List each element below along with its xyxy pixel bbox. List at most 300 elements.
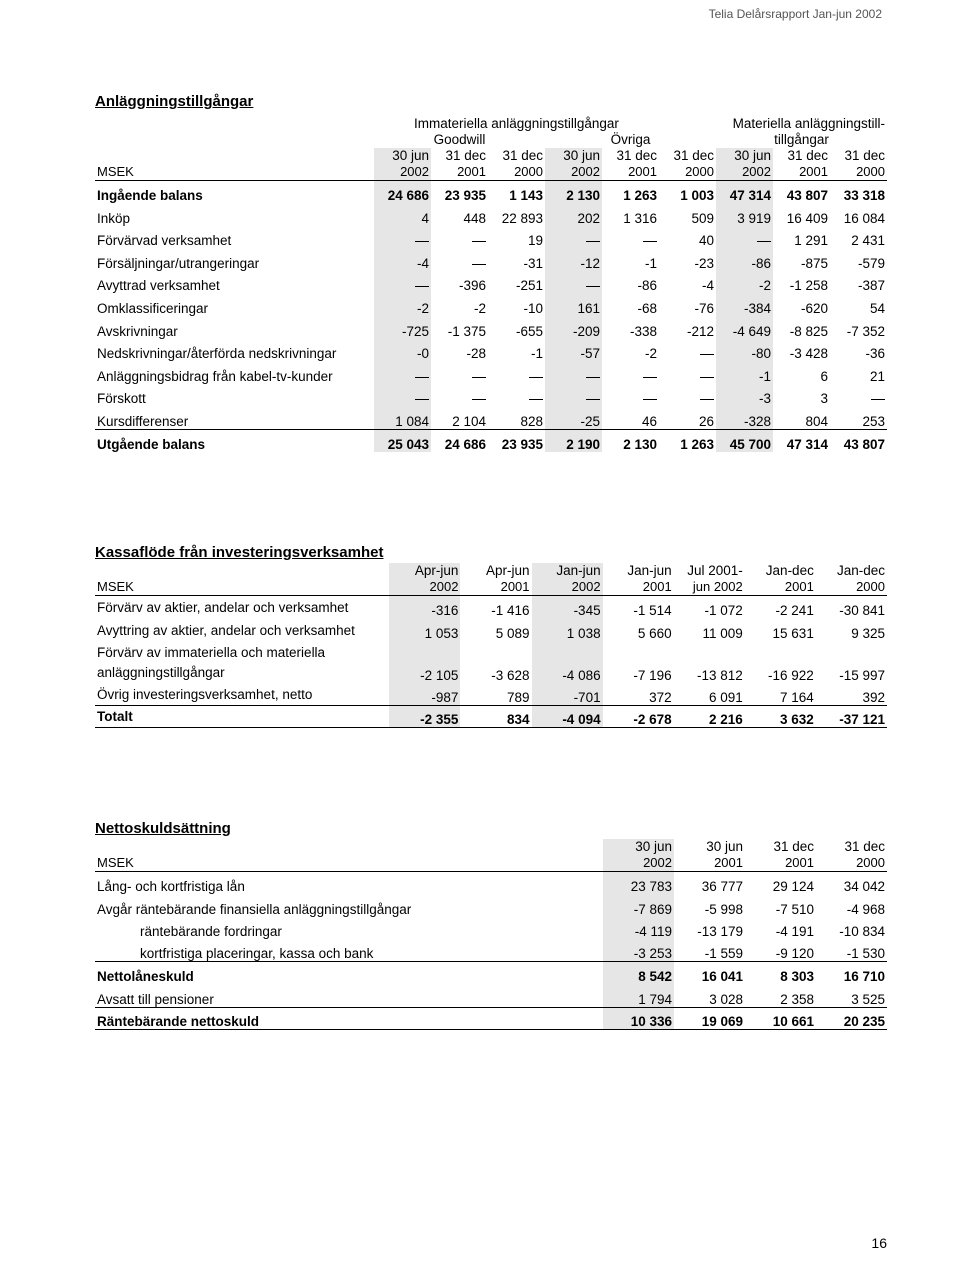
dash-mark <box>586 399 600 400</box>
column-header: 2001 <box>602 164 659 181</box>
subgroup-goodwill: Goodwill <box>433 132 486 147</box>
value-cell: 509 <box>691 210 714 226</box>
column-header: 2001 <box>674 855 745 872</box>
value-cell: -1 514 <box>633 603 672 619</box>
value-cell: -15 997 <box>839 667 885 683</box>
row-label: Ingående balans <box>97 188 203 204</box>
value-cell: -37 121 <box>816 705 887 728</box>
row-label: Utgående balans <box>95 429 374 452</box>
value-cell: -10 <box>523 301 543 317</box>
value-cell: 1 038 <box>532 618 603 641</box>
value-cell <box>545 361 602 384</box>
value-cell <box>659 384 716 407</box>
column-header: 2001 <box>773 164 830 181</box>
dash-mark <box>472 377 486 378</box>
value-cell: 8 303 <box>745 962 816 985</box>
dash-mark <box>757 241 771 242</box>
value-cell: 10 336 <box>603 1007 674 1030</box>
value-cell: -7 510 <box>775 901 814 917</box>
value-cell: -9 120 <box>775 946 814 962</box>
value-cell: 3 525 <box>851 991 885 1007</box>
table-row <box>95 641 887 683</box>
value-cell: 10 661 <box>745 1007 816 1030</box>
table-row <box>95 683 887 706</box>
value-cell: -86 <box>716 248 773 271</box>
value-cell: 392 <box>862 689 885 705</box>
table-row <box>95 339 887 362</box>
value-cell: 1 084 <box>374 406 431 429</box>
value-cell: -4 649 <box>716 316 773 339</box>
column-header: 2001 <box>460 579 531 596</box>
value-cell: -30 841 <box>839 603 885 619</box>
column-header: 31 dec <box>844 839 885 854</box>
column-header: 2002 <box>532 579 603 596</box>
dash-mark <box>529 399 543 400</box>
table-row <box>95 384 887 407</box>
value-cell: -345 <box>532 596 603 619</box>
value-cell: 2 216 <box>674 705 745 728</box>
value-cell <box>602 384 659 407</box>
value-cell: -1 416 <box>491 603 530 619</box>
value-cell: 7 164 <box>780 689 814 705</box>
value-cell: 1 794 <box>603 984 674 1007</box>
dash-mark <box>871 399 885 400</box>
value-cell: -3 628 <box>491 667 530 683</box>
value-cell: 54 <box>869 301 885 317</box>
table-row <box>95 962 887 985</box>
value-cell: 16 084 <box>843 210 885 226</box>
column-header: Jan-dec <box>765 563 814 578</box>
value-cell: 16 041 <box>674 962 745 985</box>
column-header: 2002 <box>716 164 773 181</box>
table-row <box>95 894 887 917</box>
value-cell: -2 678 <box>603 705 674 728</box>
value-cell: -1 258 <box>789 278 828 294</box>
value-cell: -212 <box>686 323 714 339</box>
row-label: Totalt <box>95 705 389 728</box>
column-header: 31 dec <box>844 148 885 163</box>
value-cell: 25 043 <box>374 429 431 452</box>
fixed-assets-table <box>95 116 887 452</box>
value-cell: 2 130 <box>545 181 602 204</box>
value-cell <box>431 384 488 407</box>
value-cell: 6 091 <box>708 689 743 705</box>
value-cell: 5 660 <box>637 625 672 641</box>
value-cell: 47 314 <box>773 429 830 452</box>
dash-mark <box>472 399 486 400</box>
value-cell: 15 631 <box>772 625 814 641</box>
column-header: 2000 <box>816 579 887 596</box>
value-cell <box>659 339 716 362</box>
column-header: 31 dec <box>616 148 657 163</box>
table-row <box>95 984 887 1007</box>
column-header: 30 jun <box>603 839 674 855</box>
value-cell <box>659 361 716 384</box>
value-cell: -4 <box>701 278 714 294</box>
value-cell: 1 263 <box>659 429 716 452</box>
column-header: 31 dec <box>673 148 714 163</box>
value-cell: -338 <box>629 323 657 339</box>
value-cell: -328 <box>716 406 773 429</box>
dash-mark <box>529 377 543 378</box>
table-row <box>95 1007 887 1030</box>
dash-mark <box>472 241 486 242</box>
value-cell: 6 <box>820 368 828 384</box>
column-header: 31 dec <box>787 148 828 163</box>
section-anlaggningstillgangar <box>95 93 887 452</box>
value-cell: 4 <box>374 203 431 226</box>
value-cell <box>830 384 887 407</box>
value-cell: -31 <box>523 255 543 271</box>
value-cell <box>545 271 602 294</box>
value-cell: -2 <box>473 301 486 317</box>
value-cell: 43 807 <box>786 188 828 204</box>
column-header: 2002 <box>603 855 674 872</box>
row-label: Avyttring av aktier, andelar och verksamhet <box>97 622 355 638</box>
value-cell: 1 316 <box>623 210 657 226</box>
value-cell: 253 <box>862 413 885 429</box>
report-header-title: Telia Delårsrapport Jan-jun 2002 <box>708 7 882 21</box>
column-header: 2001 <box>603 579 674 596</box>
value-cell <box>488 361 545 384</box>
value-cell: 36 777 <box>701 879 743 895</box>
value-cell: -2 105 <box>389 641 460 683</box>
value-cell: -384 <box>716 293 773 316</box>
value-cell: 23 935 <box>488 429 545 452</box>
column-header: jun 2002 <box>674 579 745 596</box>
row-label: Anläggningsbidrag från kabel-tv-kunder <box>97 368 333 384</box>
dash-mark <box>472 264 486 265</box>
value-cell: -620 <box>800 301 828 317</box>
value-cell: -23 <box>694 255 714 271</box>
table-row <box>95 917 887 940</box>
value-cell <box>545 226 602 249</box>
value-cell: 2 358 <box>780 991 814 1007</box>
value-cell: -68 <box>637 301 657 317</box>
value-cell: -4 968 <box>846 901 885 917</box>
row-label: Försäljningar/utrangeringar <box>97 255 260 271</box>
value-cell: -1 072 <box>704 603 743 619</box>
group-label-tangible-2: tillgångar <box>774 132 829 147</box>
column-header: 2000 <box>816 855 887 872</box>
value-cell: -80 <box>716 339 773 362</box>
page-number: 16 <box>871 1235 887 1251</box>
column-header: 31 dec <box>773 839 814 854</box>
dash-mark <box>586 241 600 242</box>
column-header: 2001 <box>745 579 816 596</box>
dash-mark <box>700 354 714 355</box>
value-cell: -13 812 <box>696 667 743 683</box>
dash-mark <box>700 399 714 400</box>
value-cell: -3 <box>716 384 773 407</box>
table-row <box>95 226 887 249</box>
value-cell: 161 <box>545 293 602 316</box>
value-cell: 24 686 <box>431 429 488 452</box>
row-label: Förvärv av aktier, andelar och verksamhet <box>97 600 349 616</box>
value-cell: 1 003 <box>680 188 714 204</box>
value-cell: 16 710 <box>816 962 887 985</box>
value-cell: -2 241 <box>775 603 814 619</box>
value-cell: 3 632 <box>745 705 816 728</box>
value-cell <box>716 226 773 249</box>
dash-mark <box>415 241 429 242</box>
table-row <box>95 429 887 452</box>
value-cell <box>374 361 431 384</box>
dash-mark <box>643 241 657 242</box>
value-cell: -655 <box>515 323 543 339</box>
value-cell: -57 <box>545 339 602 362</box>
row-label: Avsatt till pensioner <box>97 991 214 1007</box>
value-cell: 448 <box>463 210 486 226</box>
column-header: 31 dec <box>502 148 543 163</box>
table-row <box>95 872 887 895</box>
value-cell: -3 428 <box>789 346 828 362</box>
value-cell: -209 <box>545 316 602 339</box>
dash-mark <box>700 377 714 378</box>
unit-label: MSEK <box>95 855 603 872</box>
row-label: Omklassificeringar <box>97 301 209 317</box>
value-cell: -2 355 <box>389 705 460 728</box>
section-title: Nettoskuldsättning <box>95 820 231 837</box>
group-label-intangible: Immateriella anläggningstillgångar <box>414 116 619 131</box>
column-header: 30 jun <box>545 148 602 164</box>
column-header: 2001 <box>745 855 816 872</box>
value-cell <box>431 248 488 271</box>
value-cell: -1 <box>716 361 773 384</box>
dash-mark <box>415 377 429 378</box>
row-label: Förskott <box>97 391 146 407</box>
value-cell: 3 919 <box>716 203 773 226</box>
value-cell <box>374 271 431 294</box>
value-cell: 21 <box>869 368 885 384</box>
value-cell: 16 409 <box>786 210 828 226</box>
value-cell: -12 <box>545 248 602 271</box>
column-header: Jan-jun <box>627 563 672 578</box>
value-cell: -10 834 <box>839 924 885 940</box>
row-label: Kursdifferenser <box>97 413 189 429</box>
row-label: räntebärande fordringar <box>140 924 282 940</box>
row-label: Förvärvad verksamhet <box>97 233 232 249</box>
value-cell: -2 <box>716 271 773 294</box>
value-cell: -36 <box>865 346 885 362</box>
column-header: 2002 <box>389 579 460 596</box>
row-label: Övrig investeringsverksamhet, netto <box>97 686 313 702</box>
table-row <box>95 361 887 384</box>
value-cell: -8 825 <box>789 323 828 339</box>
value-cell: -251 <box>515 278 543 294</box>
dash-mark <box>643 377 657 378</box>
value-cell: -7 196 <box>633 667 672 683</box>
dash-mark <box>586 377 600 378</box>
table-row <box>95 293 887 316</box>
value-cell: 3 <box>820 391 828 407</box>
value-cell: 9 325 <box>851 625 885 641</box>
value-cell: -4 191 <box>775 924 814 940</box>
value-cell: -396 <box>458 278 486 294</box>
table-row <box>95 705 887 728</box>
value-cell: 804 <box>805 413 828 429</box>
column-header: 30 jun <box>374 148 431 164</box>
column-header: Apr-jun <box>389 563 460 579</box>
dash-mark <box>415 399 429 400</box>
dash-mark <box>643 399 657 400</box>
value-cell: 2 431 <box>851 233 885 249</box>
value-cell: 23 783 <box>603 872 674 895</box>
column-header: Apr-jun <box>485 563 530 578</box>
row-label: Nettolåneskuld <box>95 962 603 985</box>
table-row <box>95 618 887 641</box>
table-row <box>95 596 887 619</box>
value-cell: -5 998 <box>704 901 743 917</box>
value-cell <box>545 384 602 407</box>
value-cell: 1 263 <box>623 188 657 204</box>
row-label: Lång- och kortfristiga lån <box>97 879 245 895</box>
net-debt-table <box>95 839 887 1030</box>
value-cell: -2 <box>644 346 657 362</box>
value-cell: 19 <box>527 233 543 249</box>
section-title: Anläggningstillgångar <box>95 93 254 110</box>
dash-mark <box>415 286 429 287</box>
value-cell: 2 190 <box>545 429 602 452</box>
section-kassaflode <box>95 544 887 728</box>
value-cell: -2 <box>374 293 431 316</box>
value-cell: -28 <box>466 346 486 362</box>
value-cell: 828 <box>520 413 543 429</box>
value-cell: 2 104 <box>452 413 486 429</box>
column-header: 30 jun <box>706 839 743 854</box>
value-cell: 40 <box>698 233 714 249</box>
value-cell: -86 <box>637 278 657 294</box>
value-cell: 202 <box>545 203 602 226</box>
table-row <box>95 248 887 271</box>
table-row <box>95 939 887 962</box>
value-cell: 22 893 <box>501 210 543 226</box>
value-cell: -76 <box>694 301 714 317</box>
column-header: 31 dec <box>445 148 486 163</box>
column-header: 30 jun <box>716 148 773 164</box>
value-cell: 33 318 <box>843 188 885 204</box>
value-cell: -387 <box>857 278 885 294</box>
value-cell <box>488 384 545 407</box>
row-label: Avyttrad verksamhet <box>97 278 220 294</box>
table-row <box>95 316 887 339</box>
value-cell: -1 <box>644 255 657 271</box>
value-cell: -579 <box>857 255 885 271</box>
value-cell: -1 <box>530 346 543 362</box>
value-cell: 29 124 <box>772 879 814 895</box>
column-header: 2000 <box>488 164 545 181</box>
value-cell: 24 686 <box>374 181 431 204</box>
investment-cashflow-table <box>95 563 887 728</box>
column-header: 2001 <box>431 164 488 181</box>
unit-label: MSEK <box>95 164 374 181</box>
value-cell: 789 <box>506 689 530 705</box>
value-cell: -725 <box>374 316 431 339</box>
value-cell: -316 <box>389 596 460 619</box>
value-cell: 45 700 <box>716 429 773 452</box>
value-cell <box>602 361 659 384</box>
value-cell <box>374 384 431 407</box>
value-cell: -7 352 <box>846 323 885 339</box>
value-cell: -16 922 <box>768 667 814 683</box>
row-label: kortfristiga placeringar, kassa och bank <box>140 946 374 962</box>
value-cell <box>431 361 488 384</box>
value-cell: -13 179 <box>697 924 743 940</box>
value-cell: -0 <box>374 339 431 362</box>
value-cell: 1 291 <box>794 233 828 249</box>
column-header: 2002 <box>374 164 431 181</box>
value-cell: 19 069 <box>674 1007 745 1030</box>
value-cell: 46 <box>641 413 657 429</box>
value-cell: -1 530 <box>846 946 885 962</box>
value-cell: 47 314 <box>716 181 773 204</box>
row-label: Avgår räntebärande finansiella anläggningstillgångar <box>97 901 412 917</box>
column-header: 2000 <box>659 164 716 181</box>
column-header: 2000 <box>830 164 887 181</box>
table-row <box>95 181 887 204</box>
value-cell: 2 130 <box>602 429 659 452</box>
value-cell: 43 807 <box>830 429 887 452</box>
value-cell <box>431 226 488 249</box>
group-label-tangible: Materiella anläggningstill- <box>732 116 885 131</box>
subgroup-ovriga: Övriga <box>610 132 651 147</box>
value-cell: 20 235 <box>816 1007 887 1030</box>
row-label: Nedskrivningar/återförda nedskrivningar <box>97 346 337 362</box>
row-label: Avskrivningar <box>97 323 178 339</box>
value-cell: 1 143 <box>509 188 543 204</box>
value-cell: 34 042 <box>843 879 885 895</box>
table-row <box>95 406 887 429</box>
value-cell: 1 053 <box>389 618 460 641</box>
value-cell: 11 009 <box>702 625 743 641</box>
row-label: Förvärv av immateriella och materiella anläggningstillgångar <box>97 644 326 680</box>
value-cell: -3 253 <box>603 939 674 962</box>
value-cell: -7 869 <box>603 894 674 917</box>
value-cell: -1 559 <box>704 946 743 962</box>
value-cell: -25 <box>545 406 602 429</box>
value-cell: -4 119 <box>603 917 674 940</box>
value-cell: 3 028 <box>709 991 743 1007</box>
value-cell: 5 089 <box>495 625 530 641</box>
value-cell: 372 <box>649 689 672 705</box>
value-cell: -875 <box>800 255 828 271</box>
value-cell: -987 <box>389 683 460 706</box>
value-cell: 834 <box>460 705 531 728</box>
column-header: Jan-jun <box>532 563 603 579</box>
value-cell: 26 <box>698 413 714 429</box>
value-cell: -4 <box>374 248 431 271</box>
value-cell: 23 935 <box>444 188 486 204</box>
value-cell: -701 <box>532 683 603 706</box>
value-cell <box>374 226 431 249</box>
column-header: Jan-dec <box>836 563 885 578</box>
row-label: Inköp <box>97 210 131 226</box>
column-header: Jul 2001- <box>687 563 743 578</box>
column-header: 2002 <box>545 164 602 181</box>
value-cell: -4 094 <box>532 705 603 728</box>
value-cell <box>602 226 659 249</box>
table-row <box>95 271 887 294</box>
value-cell: -1 375 <box>447 323 486 339</box>
value-cell: 8 542 <box>603 962 674 985</box>
unit-label: MSEK <box>95 579 389 596</box>
section-nettoskuldsattning <box>95 820 887 1030</box>
row-label: Räntebärande nettoskuld <box>95 1007 603 1030</box>
section-title: Kassaflöde från investeringsverksamhet <box>95 544 384 561</box>
table-row <box>95 203 887 226</box>
value-cell: -4 086 <box>532 641 603 683</box>
dash-mark <box>586 286 600 287</box>
